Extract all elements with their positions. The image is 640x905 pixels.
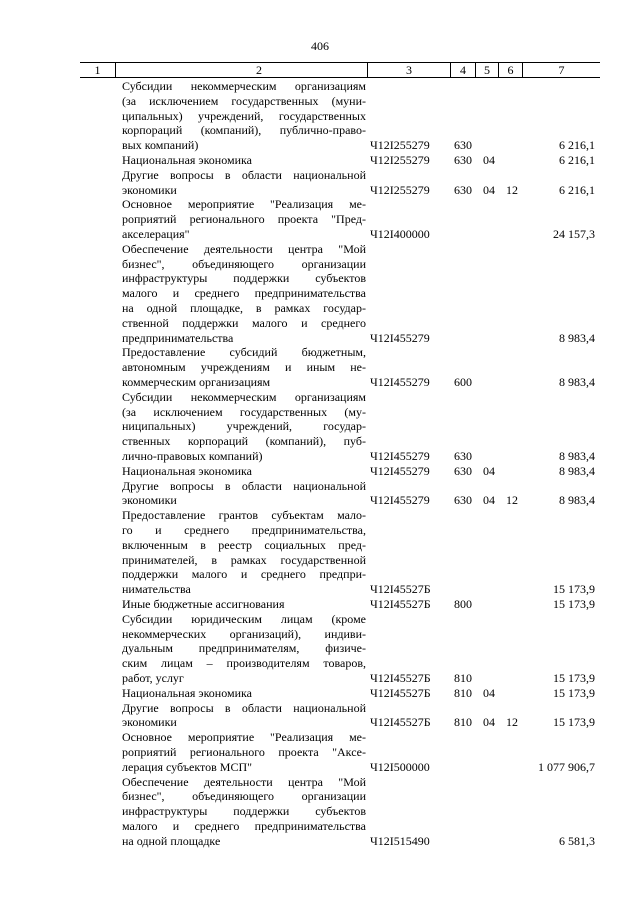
table-row [0,197,640,241]
description-line: ским лицам – производителям товаров, [122,656,366,671]
header-col-2: 2 [256,63,262,77]
description-line: экономики [122,493,177,508]
row-rz: 04 [483,685,495,700]
row-vr: 810 [454,685,472,700]
row-description [122,464,366,479]
row-sum: 8 983,4 [559,330,595,345]
row-code: Ч12I255279 [370,138,430,153]
description-line: на одной площадке, в рамках государ- [122,300,366,315]
description-line: Субсидии некоммерческим организациям [122,389,366,404]
table-row [0,612,640,686]
description-line: автономным учреждениям и иным не- [122,360,366,375]
description-line: Основное мероприятие "Реализация ме- [122,197,366,212]
table-row [0,168,640,198]
description-line: бизнес", объединяющего организации [122,789,366,804]
description-line: Национальная экономика [122,153,252,167]
row-description [122,390,366,464]
row-vr: 600 [454,374,472,389]
description-line: ственной поддержки малого и среднего [122,315,366,330]
row-pr: 12 [506,182,518,197]
description-line: Предоставление грантов субъектам мало- [122,508,366,523]
row-description [122,701,366,731]
row-code: Ч12I255279 [370,182,430,197]
row-code: Ч12I455279 [370,493,430,508]
row-code: Ч12I455279 [370,374,430,389]
description-line: Другие вопросы в области национальной [122,700,366,715]
description-line: малого и среднего предпринимательства [122,286,366,301]
description-line: акселерация" [122,226,190,241]
row-sum: 6 216,1 [559,138,595,153]
row-sum: 8 983,4 [559,463,595,478]
description-line: роприятий регионального проекта "Пред- [122,212,366,227]
description-line: лично-правовых компаний) [122,448,263,463]
table-row [0,597,640,612]
description-line: малого и среднего предпринимательства [122,818,366,833]
row-sum: 15 173,9 [553,670,595,685]
description-line: (за исключением государственных (му- [122,404,366,419]
row-code: Ч12I455279 [370,448,430,463]
description-line: работ, услуг [122,670,184,685]
table-row [0,345,640,389]
table-row [0,153,640,168]
description-line: коммерческим организациям [122,374,271,389]
table-row [0,701,640,731]
table-row [0,242,640,346]
description-line: вых компаний) [122,138,199,153]
row-sum: 15 173,9 [553,715,595,730]
row-description [122,168,366,198]
table-row [0,390,640,464]
description-line: ниципальных) учреждений, государ- [122,419,366,434]
description-line: на одной площадке [122,833,221,848]
description-line: Обеспечение деятельности центра "Мой [122,241,366,256]
row-description [122,79,366,153]
row-description [122,612,366,686]
description-line: экономики [122,182,177,197]
row-description [122,597,366,612]
table-row [0,508,640,597]
table-header [80,62,600,78]
description-line: лерация субъектов МСП" [122,759,253,774]
row-sum: 8 983,4 [559,493,595,508]
description-line: нимательства [122,582,191,597]
description-line: дуальным предпринимателям, физиче- [122,641,366,656]
description-line: ципальных) учреждений, государственных [122,108,366,123]
row-sum: 6 216,1 [559,182,595,197]
row-rz: 04 [483,463,495,478]
row-vr: 630 [454,153,472,167]
description-line: Иные бюджетные ассигнования [122,596,285,611]
table-row [0,464,640,479]
description-line: Национальная экономика [122,463,252,478]
table-row [0,79,640,153]
row-sum: 1 077 906,7 [538,759,595,774]
table-body [0,79,640,849]
row-sum: 6 216,1 [559,153,595,167]
header-col-5: 5 [484,63,490,77]
row-sum: 6 581,3 [559,833,595,848]
description-line: инфраструктуры поддержки субъектов [122,804,366,819]
row-vr: 630 [454,138,472,153]
row-code: Ч12I255279 [370,153,430,167]
row-sum: 15 173,9 [553,596,595,611]
description-line: включенным в реестр социальных пред- [122,537,366,552]
row-rz: 04 [483,153,495,167]
row-vr: 630 [454,182,472,197]
header-col-3: 3 [406,63,412,77]
row-vr: 630 [454,448,472,463]
row-code: Ч12I515490 [370,833,430,848]
row-vr: 630 [454,463,472,478]
row-description [122,242,366,346]
table-row [0,730,640,774]
description-line: корпораций (компаний), публично-право- [122,123,366,138]
row-code: Ч12I455279 [370,463,430,478]
row-description [122,345,366,389]
row-sum: 8 983,4 [559,374,595,389]
row-sum: 15 173,9 [553,582,595,597]
row-vr: 800 [454,596,472,611]
description-line: го и среднего предпринимательства, [122,522,366,537]
description-line: роприятий регионального проекта "Аксе- [122,744,366,759]
row-rz: 04 [483,493,495,508]
table-row [0,686,640,701]
row-description [122,730,366,774]
row-code: Ч12I45527Б [370,685,431,700]
row-rz: 04 [483,182,495,197]
row-rz: 04 [483,715,495,730]
header-col-4: 4 [460,63,466,77]
row-vr: 630 [454,493,472,508]
row-sum: 24 157,3 [553,226,595,241]
row-code: Ч12I45527Б [370,670,431,685]
row-code: Ч12I45527Б [370,582,431,597]
row-pr: 12 [506,493,518,508]
description-line: Национальная экономика [122,685,252,700]
description-line: Другие вопросы в области национальной [122,167,366,182]
row-pr: 12 [506,715,518,730]
row-description [122,153,366,168]
description-line: инфраструктуры поддержки субъектов [122,271,366,286]
description-line: ственных корпораций (компаний), пуб- [122,434,366,449]
description-line: бизнес", объединяющего организации [122,256,366,271]
row-description [122,197,366,241]
row-description [122,775,366,849]
row-code: Ч12I455279 [370,330,430,345]
description-line: Основное мероприятие "Реализация ме- [122,730,366,745]
description-line: (за исключением государственных (муни- [122,93,366,108]
description-line: Субсидии юридическим лицам (кроме [122,611,366,626]
row-vr: 810 [454,715,472,730]
description-line: Другие вопросы в области национальной [122,478,366,493]
description-line: Субсидии некоммерческим организациям [122,79,366,93]
row-code: Ч12I500000 [370,759,430,774]
description-line: Обеспечение деятельности центра "Мой [122,774,366,789]
row-description [122,508,366,597]
row-sum: 15 173,9 [553,685,595,700]
header-col-1: 1 [94,63,101,77]
row-code: Ч12I400000 [370,226,430,241]
table-row [0,775,640,849]
row-vr: 810 [454,670,472,685]
description-line: некоммерческих организаций), индиви- [122,626,366,641]
row-description [122,479,366,509]
table-row [0,479,640,509]
description-line: принимателей, в рамках государственной [122,552,366,567]
header-col-7: 7 [558,63,565,77]
page-number: 406 [311,39,329,53]
row-sum: 8 983,4 [559,448,595,463]
row-code: Ч12I45527Б [370,596,431,611]
description-line: поддержки малого и среднего предпри- [122,567,366,582]
row-description [122,686,366,701]
row-code: Ч12I45527Б [370,715,431,730]
description-line: предпринимательства [122,330,234,345]
header-col-6: 6 [507,63,514,77]
description-line: Предоставление субсидий бюджетным, [122,345,366,360]
description-line: экономики [122,715,177,730]
